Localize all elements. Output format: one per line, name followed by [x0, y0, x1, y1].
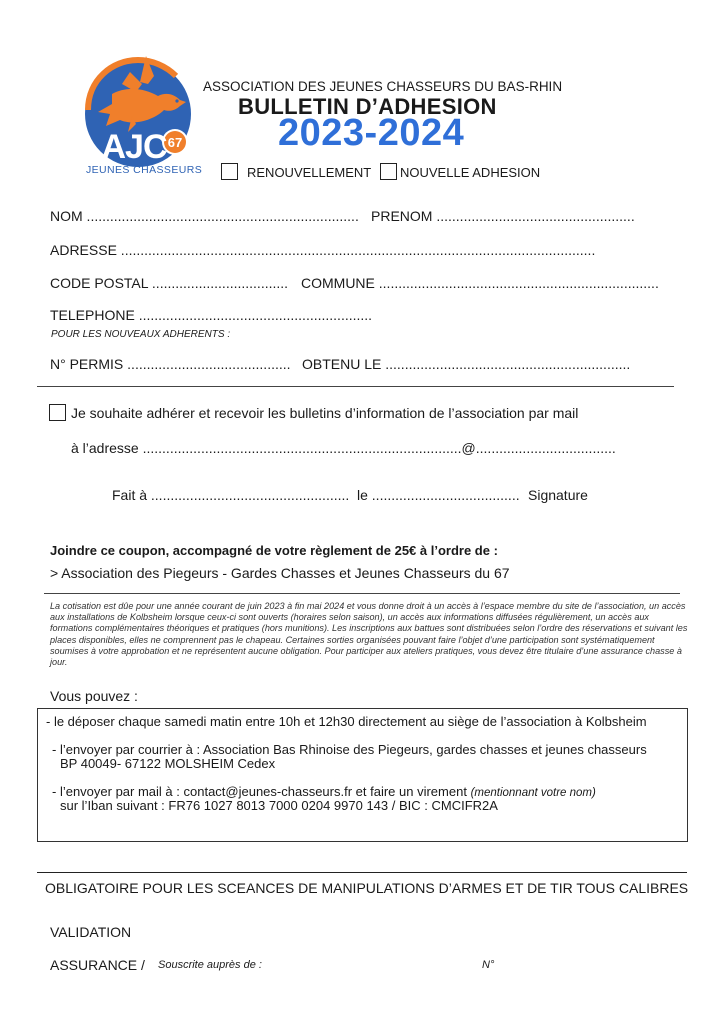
renewal-checkbox[interactable] [221, 163, 238, 180]
option-email-text: - l’envoyer par mail à : contact@jeunes-chasseurs.fr et faire un virement [52, 784, 467, 799]
logo-initials: AJC [101, 128, 167, 166]
new-members-note: POUR LES NOUVEAUX ADHERENTS : [51, 329, 231, 340]
telephone-field[interactable]: TELEPHONE ............................................................ [50, 307, 373, 323]
email-address-field[interactable]: à l’adresse ..................................................................................@.................................... [71, 440, 616, 456]
logo-subtitle: JEUNES CHASSEURS [86, 164, 203, 176]
validation-label: VALIDATION [50, 924, 132, 940]
prenom-field[interactable]: PRENOM ................................................... [371, 208, 635, 224]
nom-field[interactable]: NOM ...................................................................... [50, 208, 359, 224]
options-box [37, 708, 688, 842]
divider [37, 872, 687, 873]
legal-text: La cotisation est dûe pour une année courant de juin 2023 à fin mai 2024 et vous donne droit à un accès à l’espace membre du site de l’association, un accès aux installations de Kolbsheim lorsque ceux-ci sont ouverts (horaires selon saison), un accès aux informations diffusées régulièrement, un accès aux formations complémentaires théoriques et pratiques (hors munitions). Les inscriptions aux battues sont distribuées selon l’ordre des réservations et suivant les places disponibles, elles ne comprennent pas le chapeau. Certaines sorties organisées pouvant faire l’objet d’une participation sont systématiquement soumises à votre approbation et ne représentent aucune obligation. Pour participer aux ateliers pratiques, vous devez être titulaire d’une assurance chasse à jour. [50, 601, 688, 668]
code-postal-field[interactable]: CODE POSTAL ................................... [50, 275, 289, 291]
option-mail-line1: - l’envoyer par courrier à : Association Bas Rhinoise des Piegeurs, gardes chasses et jeunes chasseurs [52, 742, 647, 757]
payment-payee: > Association des Piegeurs - Gardes Chasses et Jeunes Chasseurs du 67 [50, 565, 510, 581]
assurance-label: ASSURANCE / [50, 957, 145, 973]
payment-instruction: Joindre ce coupon, accompagné de votre règlement de 25€ à l’ordre de : [50, 543, 498, 558]
divider [44, 593, 680, 594]
commune-field[interactable]: COMMUNE ........................................................................ [301, 275, 659, 291]
association-name: ASSOCIATION DES JEUNES CHASSEURS DU BAS-RHIN [203, 79, 563, 94]
logo-badge-number: 67 [167, 135, 183, 150]
new-membership-label: NOUVELLE ADHESION [400, 165, 541, 180]
adresse-field[interactable]: ADRESSE .......................................................................................................................... [50, 242, 596, 258]
date-field[interactable]: le ...................................... [357, 487, 520, 503]
option-deposit: - le déposer chaque samedi matin entre 10h et 12h30 directement au siège de l’association à Kolbsheim [46, 714, 647, 729]
newsletter-label: Je souhaite adhérer et recevoir les bulletins d’information de l’association par mail [71, 405, 579, 421]
divider [37, 386, 674, 387]
newsletter-checkbox[interactable] [49, 404, 66, 421]
option-iban: sur l’Iban suivant : FR76 1027 8013 7000 0204 9970 143 / BIC : CMCIFR2A [60, 798, 498, 813]
season-year: 2023-2024 [278, 112, 465, 154]
permis-field[interactable]: N° PERMIS .......................................... [50, 356, 291, 372]
form-title: BULLETIN D’ADHESION [238, 94, 497, 119]
numero-label: N° [482, 959, 495, 971]
renewal-label: RENOUVELLEMENT [247, 165, 372, 180]
options-heading: Vous pouvez : [50, 688, 138, 704]
option-mail-line2: BP 40049- 67122 MOLSHEIM Cedex [60, 756, 276, 771]
fait-a-field[interactable]: Fait à ................................................... [112, 487, 350, 503]
new-membership-checkbox[interactable] [380, 163, 397, 180]
ajc-logo [82, 54, 203, 180]
souscrite-label: Souscrite auprès de : [158, 959, 262, 971]
signature-label: Signature [528, 487, 588, 503]
obtenu-le-field[interactable]: OBTENU LE ............................................................... [302, 356, 631, 372]
option-email-note: (mentionnant votre nom) [470, 787, 596, 799]
mandatory-heading: OBLIGATOIRE POUR LES SCEANCES DE MANIPULATIONS D’ARMES ET DE TIR TOUS CALIBRES [45, 880, 689, 896]
